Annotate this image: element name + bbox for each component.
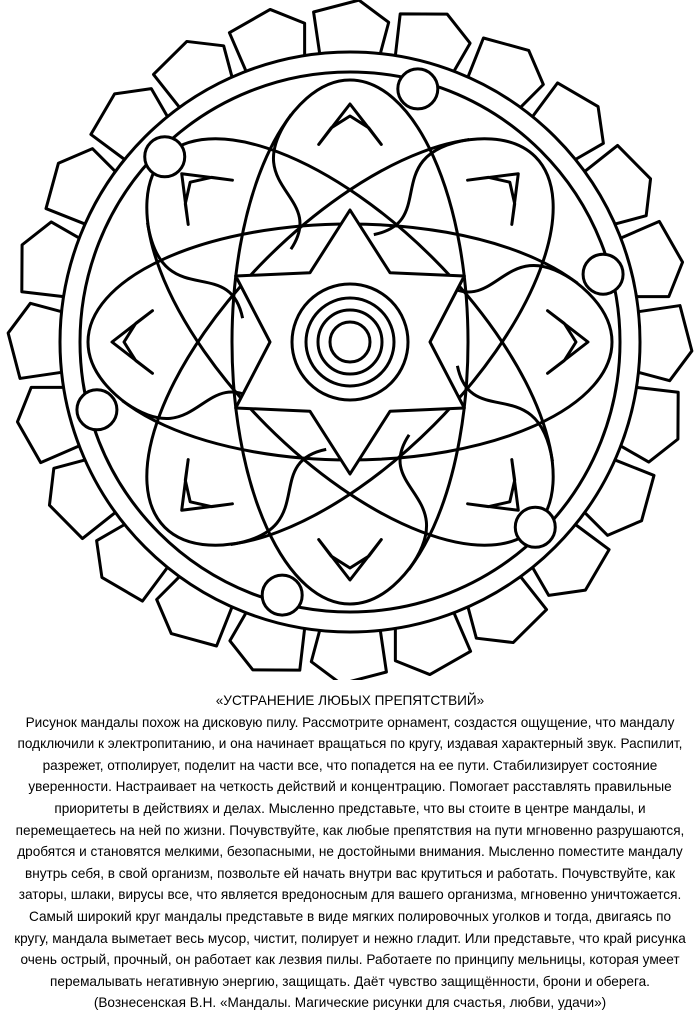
- caption-line: Самый широкий круг мандалы представьте в виде мягких полировочных уголков и тогда, двигаясь по: [28, 908, 672, 924]
- caption-block: [0, 690, 700, 1014]
- rim-tooth: [311, 630, 386, 680]
- caption-line: уверенности. Настраивает на четкость действий и концентрацию. Помогает расставлять правильные: [28, 779, 672, 795]
- rim-circle: [145, 137, 185, 177]
- rim-circle: [77, 390, 117, 430]
- rim-tooth: [8, 303, 61, 378]
- caption-line: подключили к электропитанию, и она начинает вращаться по кругу, издавая характерный звук. Распилит,: [17, 736, 683, 752]
- caption-line: разрежет, отполирует, поделит на части все, что попадется на ее пути. Стабилизирует состояние: [42, 757, 658, 773]
- rim-circle: [583, 254, 623, 294]
- rim-circle: [398, 69, 438, 109]
- caption-line: дробятся и становятся мелкими, безопасными, не достойными внимания. Мысленно поместите мандалу: [17, 844, 683, 860]
- caption-line: перемещаетесь на ней по жизни. Почувствуйте, как любые препятствия на пути мгновенно разрушаются,: [15, 822, 685, 838]
- rim-tooth: [314, 0, 389, 53]
- caption-source: (Вознесенская В.Н. «Мандалы. Магические рисунки для счастья, любви, удачи»): [93, 995, 607, 1011]
- caption-line: очень острый, прочный, он работает как лезвия пилы. Работаете по принципу мельницы, которая умеет: [20, 952, 680, 968]
- rim-tooth: [638, 306, 691, 381]
- caption-line: внутрь себя, в свой организм, позвольте ей начать внутри вас крутиться и работать. Почувствуйте, как: [24, 865, 676, 881]
- caption-line: Рисунок мандалы похож на дисковую пилу. Рассмотрите орнамент, создастся ощущение, что мандалу: [25, 714, 675, 730]
- caption-line: приоритеты в действиях и делах. Мысленно представьте, что вы стоите в центре мандалы, и: [54, 800, 646, 816]
- rim-circle: [515, 507, 555, 547]
- caption-title: «УСТРАНЕНИЕ ЛЮБЫХ ПРЕПЯТСТВИЙ»: [215, 693, 485, 708]
- caption-line: кругу, мандала выметает весь мусор, чистит, полирует и нежно гладит. Или представьте, что край рисунка: [14, 930, 686, 946]
- caption-line: перемалывать негативную энергию, защищать. Даёт чувство защищённости, брони и оберега.: [50, 973, 650, 989]
- rim-circle: [262, 575, 302, 615]
- caption-line: заторы, шлаки, вирусы все, что является вредоносным для вашего организма, мгновенно уничтожается.: [18, 887, 682, 903]
